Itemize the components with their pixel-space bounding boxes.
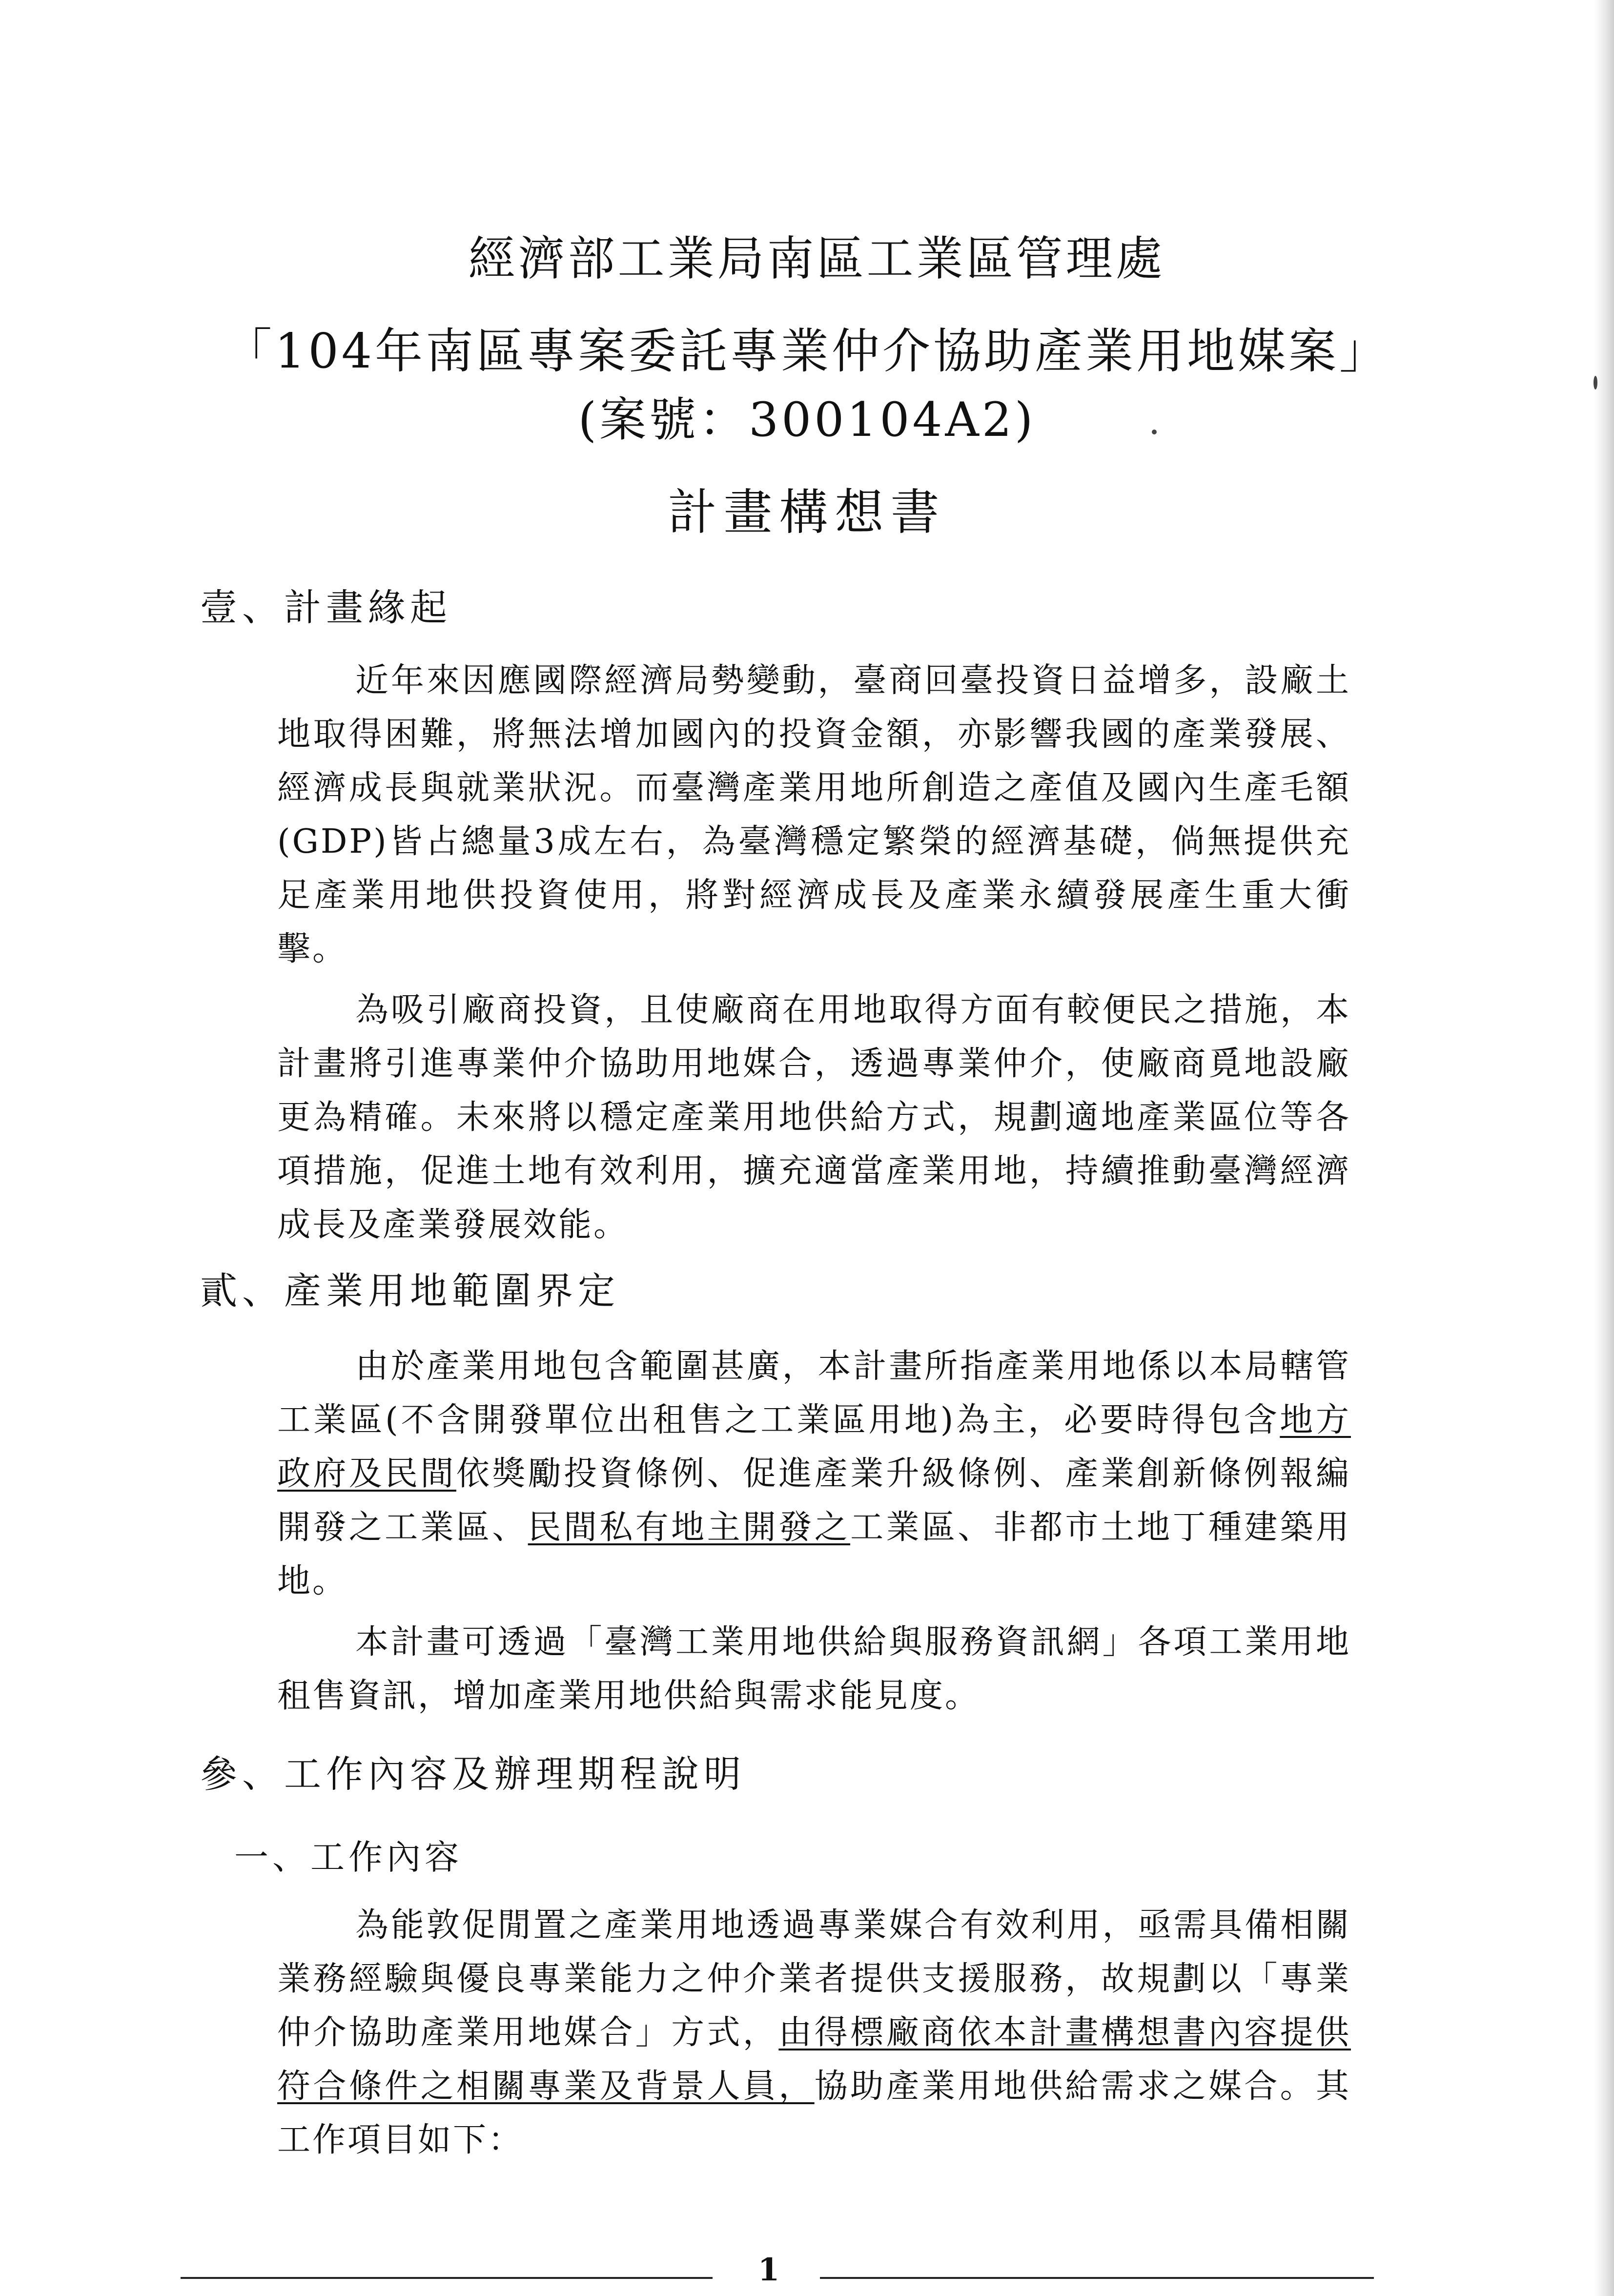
- section-1-heading: 壹、計畫緣起: [200, 586, 452, 629]
- footer-rule-left: [181, 2277, 713, 2279]
- paragraph-text: 由於產業用地包含範圍甚廣，本計畫所指產業用地係以本局轄管工業區(不含開發單位出租售之工業區用地)為主，必要時得包含: [277, 1347, 1351, 1439]
- title-line-2: 「104年南區專案委託專業仲介協助產業用地媒案」: [224, 324, 1390, 379]
- footer-rule-right: [820, 2277, 1374, 2279]
- underlined-text: 民間私有地主開發之: [528, 1508, 851, 1547]
- section-2-heading: 貳、產業用地範圍界定: [200, 1269, 620, 1312]
- section-2-paragraph-2: 本計畫可透過「臺灣工業用地供給與服務資訊網」各項工業用地租售資訊，增加產業用地供給與需求能見度。: [277, 1623, 1351, 1715]
- paragraph-text: 為能敦促閒置之產業用地透過專業媒合有效利用，亟需具備相關業務經驗與優良專業能力之仲介業者提供支援服務，故規劃以「專業仲介協助產業用地媒合」方式，: [277, 1906, 1351, 2052]
- underlined-text: 由得標廠商依本計畫構想書內容提供符合條件之相關專業及背景人員，: [277, 2013, 1351, 2106]
- section-3-heading: 參、工作內容及辦理期程說明: [200, 1752, 746, 1796]
- section-3-paragraph-1: [277, 1899, 1351, 2167]
- paragraph-text: 工業區、非都市土地丁種建築用地。: [277, 1508, 1351, 1600]
- paragraph-text: 協助產業用地供給需求之媒合。其工作項目如下：: [277, 2067, 1351, 2159]
- paragraph-text: 依獎勵投資條例、促進產業升級條例、產業創新條例報編開發之工業區、: [277, 1455, 1351, 1547]
- section-2-paragraph-1: [277, 1340, 1351, 1608]
- section-1-paragraph-2: 為吸引廠商投資，且使廠商在用地取得方面有較便民之措施，本計畫將引進專業仲介協助用地媒合，透過專業仲介，使廠商覓地設廠更為精確。未來將以穩定產業用地供給方式，規劃適地產業區位等各項措施，促進土地有效利用，擴充適當產業用地，持續推動臺灣經濟成長及產業發展效能。: [277, 991, 1351, 1244]
- title-line-1: 經濟部工業局南區工業區管理處: [468, 231, 1165, 286]
- section-3-subheading: 一、工作內容: [234, 1837, 463, 1877]
- document-type-title: 計畫構想書: [668, 484, 946, 541]
- page-number: 1: [757, 2252, 780, 2288]
- underlined-text: 地方政府及民間: [277, 1401, 1351, 1493]
- section-1-paragraph-1: 近年來因應國際經濟局勢變動，臺商回臺投資日益增多，設廠土地取得困難，將無法增加國內的投資金額，亦影響我國的產業發展、經濟成長與就業狀況。而臺灣產業用地所創造之產值及國內生產毛額(GDP)皆占總量3成左右，為臺灣穩定繁榮的經濟基礎，倘無提供充足產業用地供投資使用，將對經濟成長及產業永續發展產生重大衝擊。: [277, 661, 1351, 968]
- title-line-3: (案號：300104A2): [578, 392, 1036, 447]
